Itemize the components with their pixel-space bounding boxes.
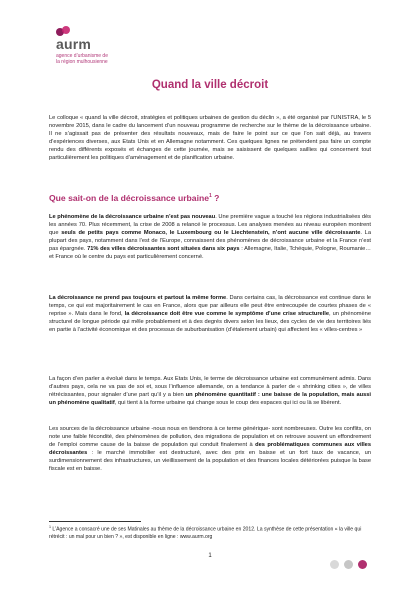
paragraph-vocabulaire: La façon d’en parler a évolué dans le temps. Aux Etats Unis, le terme de décroissance urbaine est communément admis. Dans d’autres pays, cela ne va pas de soi et, sous l’influence allemande, on a tendance à parler de « shrinking cities », de villes rétrécissantes, pour signaler d’une part qu’il y a bien un phénomène quantitatif : une baisse de la population, mais aussi un phénomène qualitatif, qui tient à la forme urbaine qui change sous le coup des espaces qui ici ou là se libèrent. [49, 376, 371, 407]
paragraph-sources: Les sources de la décroissance urbaine -nous nous en tiendrons à ce terme générique- sont nombreuses. Outre les conflits, on note une faible fécondité, des phénomènes de pollution, des migrations de population et on retrouve souvent un effondrement de l’emploi comme cause de la baisse de population qui conduit finalement à des problématiques communes aux villes décroissantes : le marché immobilier est destructuré, avec des prix en baisse et un fort taux de vacance, un surdimensionnement des infrastructures, un vieillissement de la population et des finances locales détériorées puisque la base fiscale est en baisse. [49, 426, 372, 473]
intro-paragraph: Le colloque « quand la ville décroit, stratégies et politiques urbaines de gestion du déclin », a été organisé par l’UNISTRA, le 5 novembre 2015, dans le cadre du lancement d’un nouveau programme de recherche sur le thème de la décroissance urbaine. Il ne s’agissait pas de présenter des résultats nouveaux, mais de faire le point sur ce que l’on sait déjà, au travers d’expériences diverses, aux Etats Unis et en Allemagne notamment. Ces quelques lignes ne prétendent pas faire un compte rendu des différents exposés et échanges de cette journée, mais se saisissent de quelques saillies qui concernent tout particulièrement les politiques d’aménagement et de planification urbaine. [49, 115, 371, 162]
footnote: $^1$ L’Agence a consacré une de ses Matinales au thème de la décroissance urbaine en 2012. La synthèse de cette présentation « la ville qui rétrécit : un mal pour un bien ? », est disponible en ligne : www.aurm.org [49, 525, 362, 540]
paragraph-formes-decroissance: La décroissance ne prend pas toujours et partout la même forme. Dans certains cas, la décroissance est continue dans le temps, ce qui est majoritairement le cas en France, alors que par ailleurs elle peut être entrecoupée de courtes phases de « reprise ». Mais dans le fond, la décroissance doit être vue comme le symptôme d’une crise structurelle, un phénomène structurel de longue période qui mêle probablement et à des degrés divers selon les lieux, des cycles de vie des territoires liés en partie à l’activité économique et des processus de suburbanisation (d’étalement urbain) qui affectent les « villes-centres » [49, 295, 372, 334]
logo-tagline: agence d’urbanisme de la région mulhousienne [56, 53, 108, 66]
page-title: Quand la ville décroit [151, 79, 269, 91]
aurm-logo [56, 26, 176, 66]
logo-wordmark: aurm [56, 36, 92, 52]
section-heading: Que sait-on de la décroissance urbaine$^1$ ? [49, 193, 220, 203]
footnote-divider [49, 521, 141, 522]
logo-mark-icon [56, 26, 72, 36]
page-number: 1 [208, 553, 212, 559]
footer-dots-decoration [330, 560, 380, 570]
paragraph-decroissance-ancienne: Le phénomène de la décroissance urbaine n’est pas nouveau. Une première vague a touché les régions industrialisées dès les années 70. Plus récemment, la crise de 2008 a relancé le processus. Les analyses menées au niveau européen montrent que seuls de petits pays comme Monaco, le Luxembourg ou le Liechtenstein, n’ont aucune ville décroissante. La plupart des pays, notamment dans l’est de l’Europe, connaissent des phénomènes de décroissance urbaine et la France n’est pas épargnée. 71% des villes décroissantes sont situées dans six pays : Allemagne, Italie, Tchéquie, Pologne, Roumanie… et France où le centre du pays est particulièrement concerné. [49, 214, 372, 261]
